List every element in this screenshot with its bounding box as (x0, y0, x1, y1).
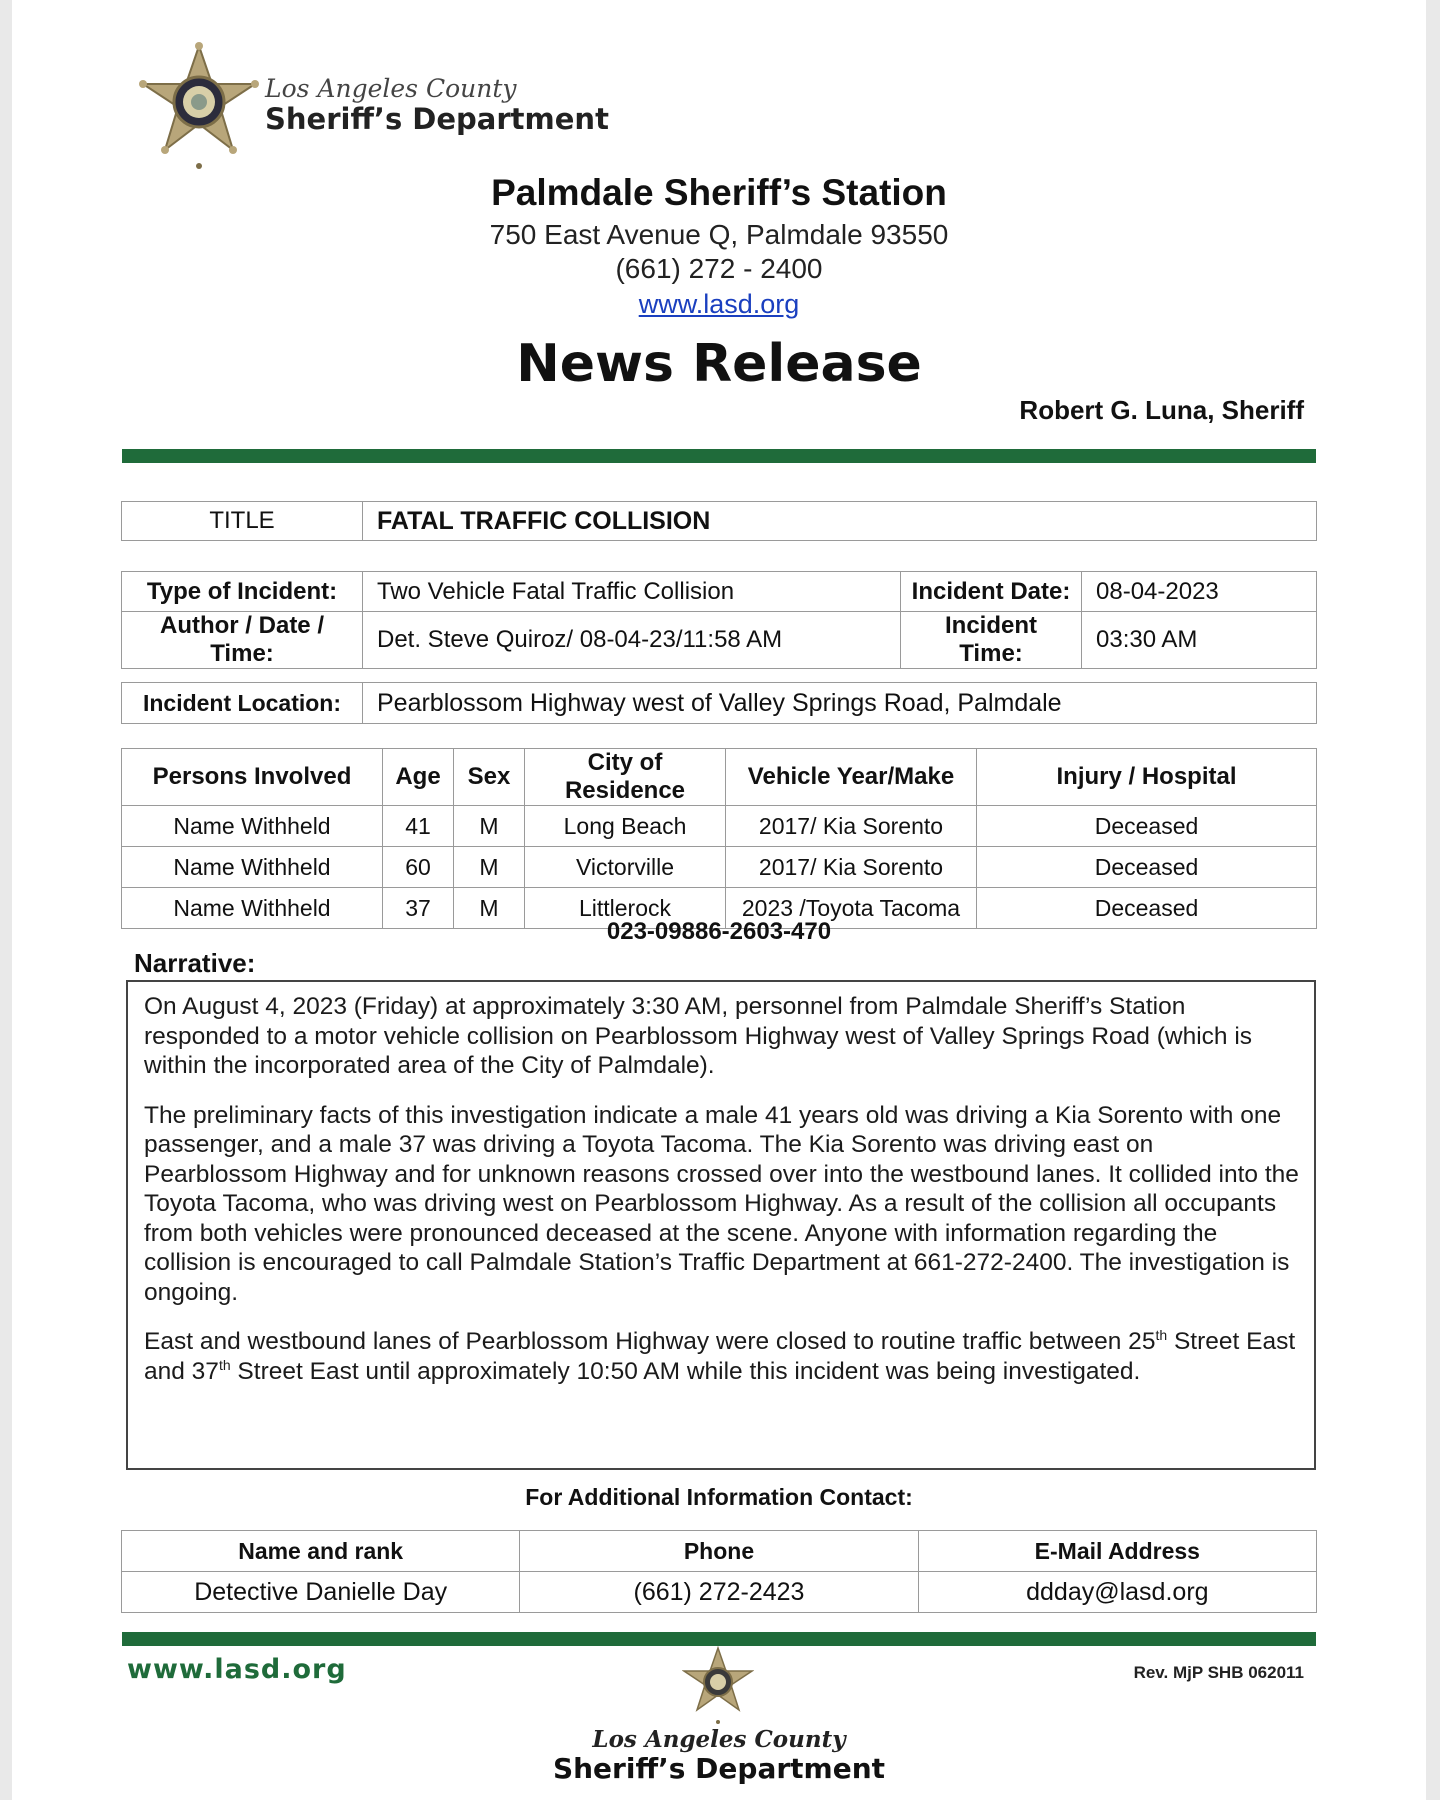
title-label: TITLE (122, 502, 363, 541)
contact-table (121, 1530, 1317, 1613)
news-release-page (12, 0, 1426, 1800)
person-city: Littlerock (525, 888, 726, 929)
incident-info-table (121, 571, 1317, 669)
incident-date-value: 08-04-2023 (1082, 572, 1317, 612)
ordinal-suffix: th (1155, 1326, 1168, 1343)
incident-time-value: 03:30 AM (1082, 612, 1317, 669)
case-number: 023-09886-2603-470 (606, 918, 832, 945)
top-divider (122, 449, 1316, 463)
table-row (122, 572, 1317, 612)
table-row (122, 1572, 1317, 1613)
table-row (122, 806, 1317, 847)
footer-county-text: Los Angeles County (592, 1726, 846, 1753)
title-table (121, 501, 1317, 541)
person-injury: Deceased (977, 806, 1317, 847)
person-name: Name Withheld (122, 806, 383, 847)
col-city: City of Residence (525, 749, 726, 806)
ordinal-suffix: th (218, 1356, 231, 1373)
document-heading: News Release (516, 334, 922, 394)
sheriff-name: Robert G. Luna, Sheriff (1019, 395, 1304, 425)
title-value: FATAL TRAFFIC COLLISION (363, 502, 1317, 541)
table-row (122, 612, 1317, 669)
contact-phone: (661) 272-2423 (520, 1572, 918, 1613)
incident-type-value: Two Vehicle Fatal Traffic Collision (363, 572, 901, 612)
person-injury: Deceased (977, 888, 1317, 929)
incident-time-label: Incident Time: (901, 612, 1082, 669)
bottom-divider (122, 1632, 1316, 1646)
person-sex: M (454, 888, 525, 929)
station-name: Palmdale Sheriff’s Station (491, 172, 947, 213)
narrative-p3-part-a: East and westbound lanes of Pearblossom Highway were closed to routine traffic between 25 (144, 1328, 1156, 1355)
col-phone: Phone (520, 1531, 918, 1572)
narrative-box (126, 980, 1316, 1470)
logo-department-text: Sheriff’s Department (265, 102, 609, 136)
person-city: Victorville (525, 847, 726, 888)
col-age: Age (383, 749, 454, 806)
incident-type-label: Type of Incident: (122, 572, 363, 612)
table-row (122, 683, 1317, 724)
col-name-rank: Name and rank (122, 1531, 520, 1572)
person-sex: M (454, 847, 525, 888)
contact-name: Detective Danielle Day (122, 1572, 520, 1613)
contact-email-link[interactable]: ddday@lasd.org (918, 1572, 1316, 1613)
person-injury: Deceased (977, 847, 1317, 888)
table-row (122, 502, 1317, 541)
person-age: 41 (383, 806, 454, 847)
col-email: E-Mail Address (918, 1531, 1316, 1572)
person-name: Name Withheld (122, 847, 383, 888)
narrative-paragraph-2: The preliminary facts of this investigation indicate a male 41 years old was driving a Kia Sorento with one passenger, and a male 37 was driving a Toyota Tacoma. The Kia Sorento was driving east on Pearblossom Highway and for unknown reasons crossed over into the westbound lanes. It collided into the Toyota Tacoma, who was driving west on Pearblossom Highway. As a result of the collision all occupants from both vehicles were pronounced deceased at the scene. Anyone with information regarding the collision is encouraged to call Palmdale Station’s Traffic Department at 661-272-2400. The investigation is ongoing. (144, 1101, 1299, 1306)
table-row (122, 847, 1317, 888)
narrative-paragraph-1: On August 4, 2023 (Friday) at approximately 3:30 AM, personnel from Palmdale Sheriff’s Station responded to a motor vehicle collision on Pearblossom Highway west of Valley Springs Road (which is within the incorporated area of the City of Palmdale). (144, 993, 1253, 1079)
author-label: Author / Date / Time: (122, 612, 363, 669)
footer-website-link[interactable]: www.lasd.org (127, 1654, 347, 1685)
col-vehicle: Vehicle Year/Make (726, 749, 977, 806)
person-vehicle: 2017/ Kia Sorento (726, 847, 977, 888)
narrative-paragraph-3 (144, 1327, 1300, 1386)
author-value: Det. Steve Quiroz/ 08-04-23/11:58 AM (363, 612, 901, 669)
station-address: 750 East Avenue Q, Palmdale 93550 (489, 219, 949, 250)
lasd-logo (137, 42, 617, 172)
contact-heading: For Additional Information Contact: (525, 1484, 913, 1510)
person-name: Name Withheld (122, 888, 383, 929)
person-vehicle: 2023 /Toyota Tacoma (726, 888, 977, 929)
location-value: Pearblossom Highway west of Valley Springs Road, Palmdale (363, 683, 1317, 724)
location-label: Incident Location: (122, 683, 363, 724)
station-website-link[interactable]: www.lasd.org (638, 289, 800, 319)
person-vehicle: 2017/ Kia Sorento (726, 806, 977, 847)
footer-department-text: Sheriff’s Department (552, 1752, 886, 1785)
station-phone: (661) 272 - 2400 (615, 253, 823, 284)
sheriff-star-icon (137, 42, 262, 172)
revision-code: Rev. MjP SHB 062011 (1133, 1663, 1304, 1682)
narrative-p3-part-b: Street East and 37 (144, 1328, 1296, 1385)
person-sex: M (454, 806, 525, 847)
table-header-row (122, 1531, 1317, 1572)
sheriff-star-icon (682, 1646, 754, 1726)
location-table (121, 682, 1317, 724)
narrative-p3-part-c: Street East until approximately 10:50 AM while this incident was being investigated. (230, 1357, 1141, 1385)
narrative-label: Narrative: (134, 948, 256, 978)
col-sex: Sex (454, 749, 525, 806)
incident-date-label: Incident Date: (901, 572, 1082, 612)
person-age: 37 (383, 888, 454, 929)
persons-table (121, 748, 1317, 929)
col-injury: Injury / Hospital (977, 749, 1317, 806)
person-age: 60 (383, 847, 454, 888)
table-header-row (122, 749, 1317, 806)
logo-county-text: Los Angeles County (265, 74, 517, 103)
person-city: Long Beach (525, 806, 726, 847)
col-persons: Persons Involved (122, 749, 383, 806)
